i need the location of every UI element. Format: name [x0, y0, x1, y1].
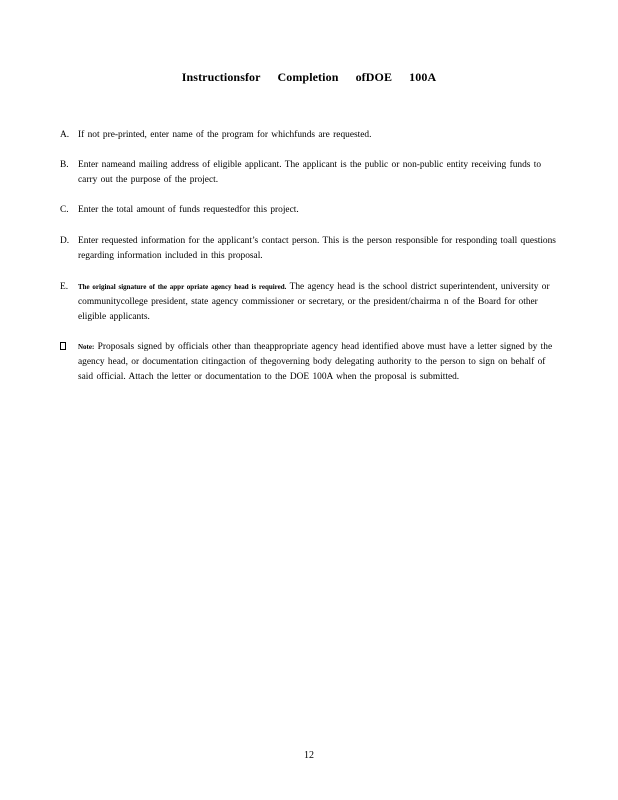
item-text: Enter the total amount of funds requestedfor this project. [78, 205, 299, 215]
item-marker: C. [60, 205, 69, 215]
instruction-item-c [60, 203, 560, 218]
item-body: The agency head is the school district superintendent, university or communitycollege president, state agency commissioner or secretary, or the president/chairma n of the Board for other eligible applicants. [78, 282, 550, 322]
note-text [78, 340, 560, 385]
instruction-item-e [60, 280, 560, 325]
checkbox-icon [60, 342, 66, 350]
instruction-item-b [60, 158, 560, 188]
item-marker: E. [60, 282, 69, 292]
item-marker: D. [60, 236, 70, 246]
instruction-item-a [60, 128, 560, 143]
page-number: 12 [304, 750, 314, 761]
item-marker: A. [60, 130, 70, 140]
item-marker: B. [60, 160, 69, 170]
note-block [60, 340, 560, 385]
item-text: Enter requested information for the applicant’s contact person. This is the person responsible for responding toall questions regarding information included in this proposal. [78, 236, 556, 261]
page-title: Instructionsfor Completion ofDOE 100A [181, 70, 437, 84]
item-text: Enter nameand mailing address of eligible applicant. The applicant is the public or non-public entity receiving funds to carry out the purpose of the project. [78, 160, 542, 185]
note-body: Proposals signed by officials other than theappropriate agency head identified above must have a letter signed by the agency head, or documentation citingaction of thegoverning body delegating authority to the person to sign on behalf of said official. Attach the letter or documentation to the DOE 100A when the proposal is submitted. [78, 342, 553, 382]
instruction-item-d [60, 234, 560, 264]
note-marker [60, 340, 74, 355]
item-text [78, 280, 560, 325]
item-text: If not pre-printed, enter name of the program for whichfunds are requested. [78, 130, 372, 140]
required-signature-lead: The original signature of the appr opriate agency head is required. [78, 283, 287, 291]
note-lead: Note: [78, 343, 95, 351]
